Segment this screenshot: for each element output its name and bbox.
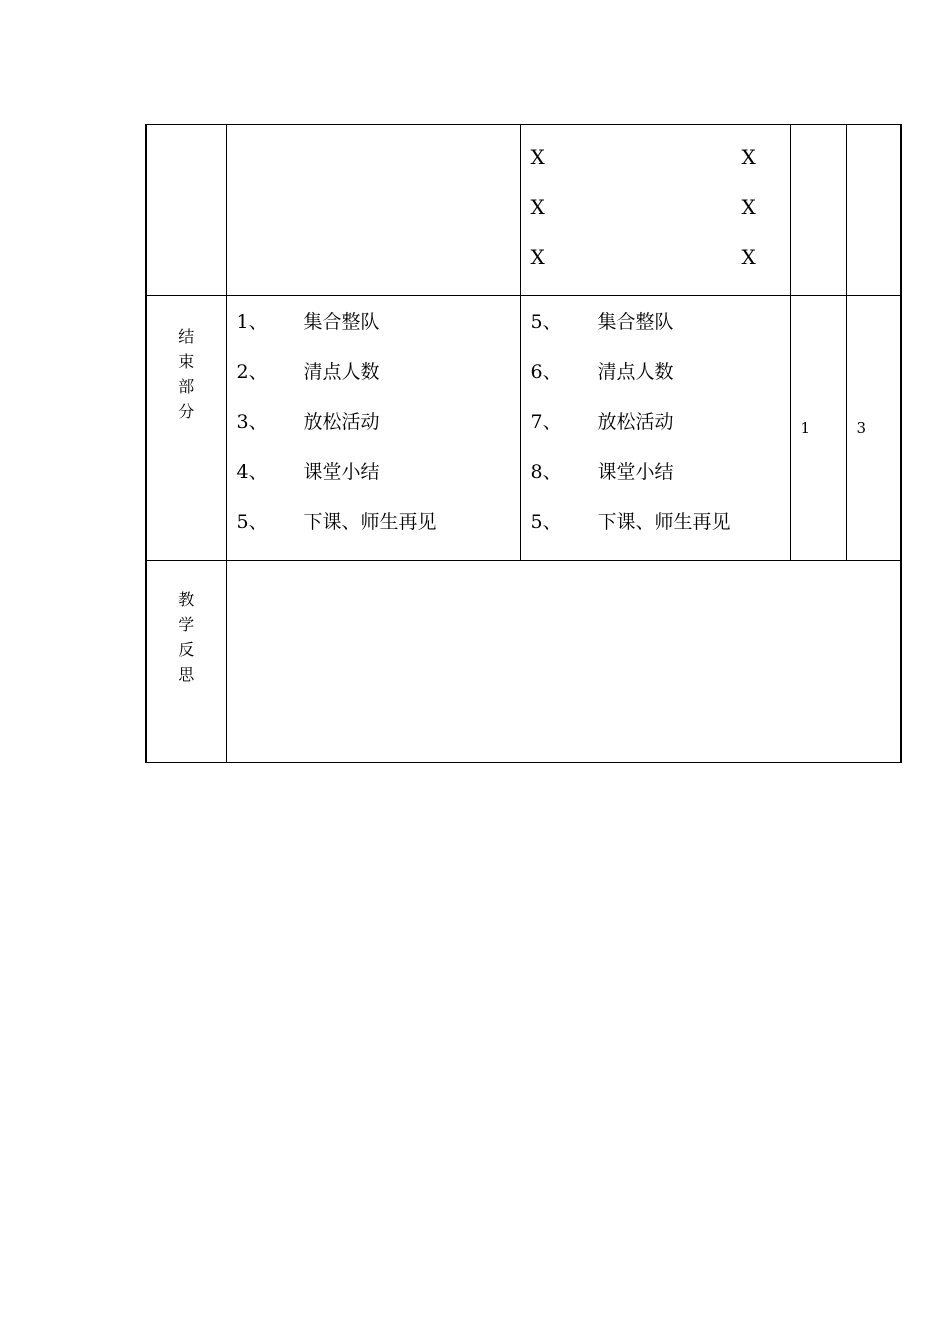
formation-line: [531, 245, 790, 295]
step-text: 下课、师生再见: [303, 511, 437, 533]
step-number: 6、: [530, 361, 562, 383]
reflection-label: [176, 587, 196, 687]
teacher-step-list: [227, 296, 520, 560]
label-char: 思: [178, 665, 195, 684]
step-number: 2、: [236, 361, 268, 383]
teacher-activity-cell-empty: [226, 125, 520, 296]
student-steps-cell: [520, 296, 790, 561]
student-step-list: [521, 296, 790, 560]
formation-mark-left: X: [530, 195, 545, 219]
formation-mark-left: X: [530, 245, 545, 269]
lesson-plan-table: [145, 124, 902, 763]
time-cell: 3: [846, 296, 901, 561]
list-item: [237, 310, 520, 360]
list-item: [237, 510, 520, 560]
reflection-label-cell: [146, 561, 226, 763]
label-char: 部: [178, 377, 195, 396]
end-section-row: [146, 296, 901, 561]
list-item: [237, 360, 520, 410]
label-char: 束: [178, 352, 195, 371]
step-text: 清点人数: [597, 361, 674, 383]
formation-mark-right: X: [741, 145, 756, 169]
label-char: 教: [178, 590, 195, 609]
label-char: 学: [178, 615, 195, 634]
step-text: 课堂小结: [303, 461, 380, 483]
list-item: [531, 460, 790, 510]
step-number: 7、: [530, 411, 562, 433]
step-number: 5、: [530, 511, 562, 533]
formation-line: [531, 195, 790, 245]
step-number: 4、: [236, 461, 268, 483]
step-number: 5、: [530, 311, 562, 333]
step-text: 放松活动: [303, 411, 380, 433]
time-cell-empty: [846, 125, 901, 296]
step-text: 课堂小结: [597, 461, 674, 483]
label-char: 反: [178, 640, 195, 659]
step-number: 3、: [236, 411, 268, 433]
step-text: 集合整队: [597, 311, 674, 333]
section-label-cell-empty: [146, 125, 226, 296]
end-section-label: [176, 324, 196, 424]
reflection-content-cell: [226, 561, 901, 763]
label-char: 结: [178, 327, 195, 346]
step-number: 5、: [236, 511, 268, 533]
end-section-label-cell: [146, 296, 226, 561]
count-cell: 1: [790, 296, 846, 561]
formation-mark-right: X: [741, 195, 756, 219]
formation-diagram: [521, 125, 790, 295]
reflection-row: [146, 561, 901, 763]
teacher-steps-cell: [226, 296, 520, 561]
formation-line: [531, 145, 790, 195]
count-cell-empty: [790, 125, 846, 296]
formation-mark-left: X: [530, 145, 545, 169]
list-item: [531, 310, 790, 360]
step-number: 1、: [236, 311, 268, 333]
list-item: [531, 410, 790, 460]
list-item: [531, 360, 790, 410]
step-text: 放松活动: [597, 411, 674, 433]
list-item: [237, 460, 520, 510]
step-text: 下课、师生再见: [597, 511, 731, 533]
formation-cell: [520, 125, 790, 296]
formation-mark-right: X: [741, 245, 756, 269]
step-text: 集合整队: [303, 311, 380, 333]
label-char: 分: [178, 402, 195, 421]
list-item: [237, 410, 520, 460]
formation-row: [146, 125, 901, 296]
step-number: 8、: [530, 461, 562, 483]
list-item: [531, 510, 790, 560]
step-text: 清点人数: [303, 361, 380, 383]
